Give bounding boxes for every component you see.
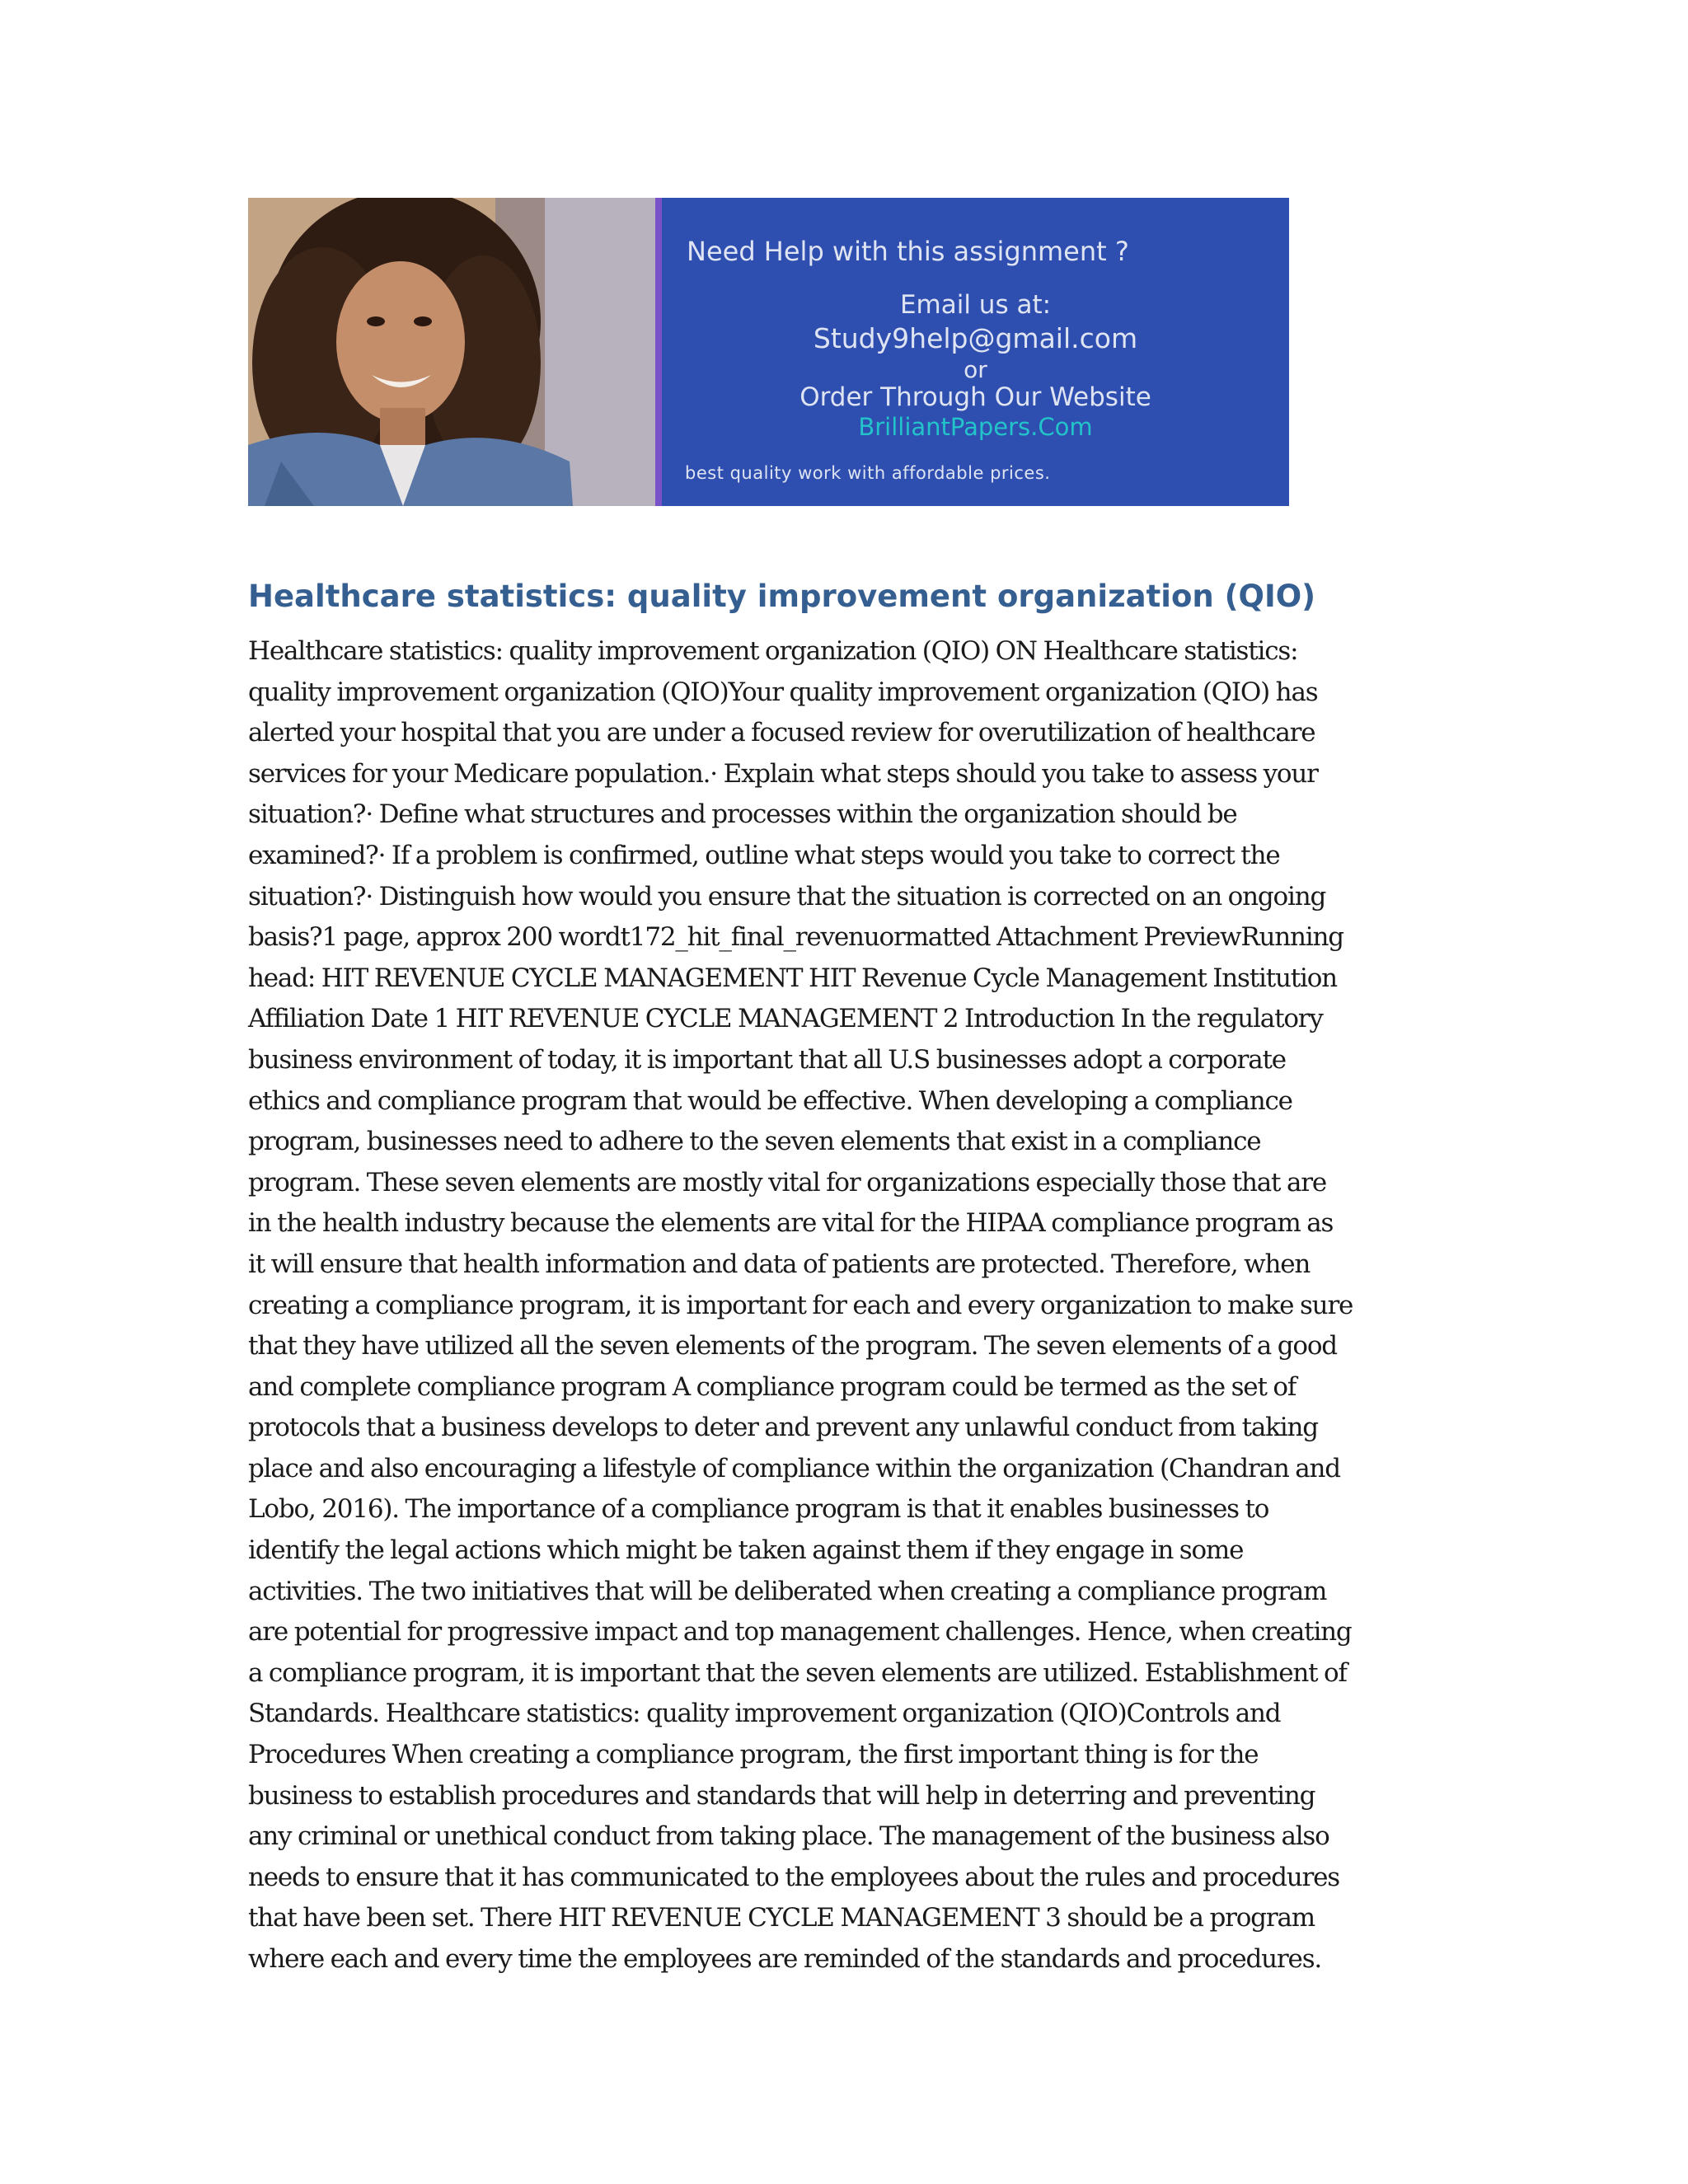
- body-text-line: needs to ensure that it has communicated to the employees about the rules and procedures: [248, 1862, 1339, 1892]
- body-text-line: program, businesses need to adhere to the seven elements that exist in a compliance: [248, 1127, 1261, 1157]
- body-text-line: any criminal or unethical conduct from taking place. The management of the business also: [248, 1821, 1329, 1852]
- body-text-line: Affiliation Date 1 HIT REVENUE CYCLE MANAGEMENT 2 Introduction In the regulatory: [248, 1004, 1323, 1034]
- promo-headline: Need Help with this assignment ?: [687, 236, 1129, 267]
- woman-photo: [248, 198, 655, 506]
- promo-website-link[interactable]: BrilliantPapers.Com: [858, 413, 1093, 441]
- document-body: [248, 631, 1453, 1980]
- promo-order-text: Order Through Our Website: [799, 382, 1151, 412]
- body-text-line: identify the legal actions which might be taken against them if they engage in some: [248, 1535, 1244, 1566]
- body-text-line: alerted your hospital that you are under a focused review for overutilization of healthcare: [248, 718, 1315, 748]
- body-text-line: Lobo, 2016). The importance of a compliance program is that it enables businesses to: [248, 1494, 1269, 1525]
- body-text-line: and complete compliance program A compliance program could be termed as the set of: [248, 1371, 1296, 1402]
- promo-panel: [662, 198, 1289, 506]
- body-text-line: examined?· If a problem is confirmed, outline what steps would you take to correct the: [248, 840, 1280, 870]
- body-text-line: creating a compliance program, it is important for each and every organization to make sure: [248, 1290, 1353, 1320]
- body-text-line: are potential for progressive impact and top management challenges. Hence, when creating: [248, 1617, 1352, 1647]
- body-text-line: Standards. Healthcare statistics: quality improvement organization (QIO)Controls and: [248, 1699, 1281, 1729]
- body-text-line: it will ensure that health information and data of patients are protected. Therefore, when: [248, 1249, 1311, 1279]
- body-text-line: in the health industry because the elements are vital for the HIPAA compliance program as: [248, 1208, 1334, 1239]
- body-text-line: business environment of today, it is important that all U.S businesses adopt a corporate: [248, 1044, 1286, 1075]
- body-text-line: program. These seven elements are mostly vital for organizations especially those that are: [248, 1167, 1327, 1197]
- promo-email-label: Email us at:: [899, 290, 1052, 320]
- body-text-line: where each and every time the employees are reminded of the standards and procedures.: [248, 1944, 1322, 1974]
- promo-tagline: best quality work with affordable prices.: [685, 463, 1051, 483]
- body-text-line: that have been set. There HIT REVENUE CYCLE MANAGEMENT 3 should be a program: [248, 1903, 1315, 1933]
- body-text-line: situation?· Distinguish how would you ensure that the situation is corrected on an ongoing: [248, 881, 1326, 912]
- body-text-line: business to establish procedures and standards that will help in deterring and preventing: [248, 1780, 1315, 1811]
- body-text-line: ethics and compliance program that would be effective. When developing a compliance: [248, 1085, 1292, 1116]
- body-text-line: situation?· Define what structures and processes within the organization should be: [248, 799, 1237, 830]
- body-text-line: a compliance program, it is important that the seven elements are utilized. Establishment of: [248, 1657, 1347, 1688]
- body-text-line: place and also encouraging a lifestyle of compliance within the organization (Chandran and: [248, 1453, 1340, 1483]
- body-text-line: basis?1 page, approx 200 wordt172_hit_final_revenuormatted Attachment PreviewRunning: [248, 922, 1343, 953]
- advertisement-banner[interactable]: [248, 198, 1289, 506]
- banner-divider: [655, 198, 662, 506]
- body-text-line: protocols that a business develops to deter and prevent any unlawful conduct from taking: [248, 1413, 1318, 1443]
- promo-email-address[interactable]: Study9help@gmail.com: [813, 322, 1138, 354]
- body-text-line: Procedures When creating a compliance program, the first important thing is for the: [248, 1740, 1259, 1770]
- promo-or: or: [964, 356, 987, 383]
- document-title: Healthcare statistics: quality improvement organization (QIO): [248, 579, 1316, 614]
- body-text-line: head: HIT REVENUE CYCLE MANAGEMENT HIT Revenue Cycle Management Institution: [248, 963, 1337, 993]
- body-text-line: services for your Medicare population.· Explain what steps should you take to assess your: [248, 758, 1318, 789]
- body-text-line: Healthcare statistics: quality improvement organization (QIO) ON Healthcare statistics:: [248, 636, 1298, 666]
- body-text-line: that they have utilized all the seven elements of the program. The seven elements of a good: [248, 1331, 1337, 1361]
- body-text-line: activities. The two initiatives that will be deliberated when creating a compliance program: [248, 1576, 1327, 1606]
- body-text-line: quality improvement organization (QIO)Your quality improvement organization (QIO) has: [248, 677, 1318, 707]
